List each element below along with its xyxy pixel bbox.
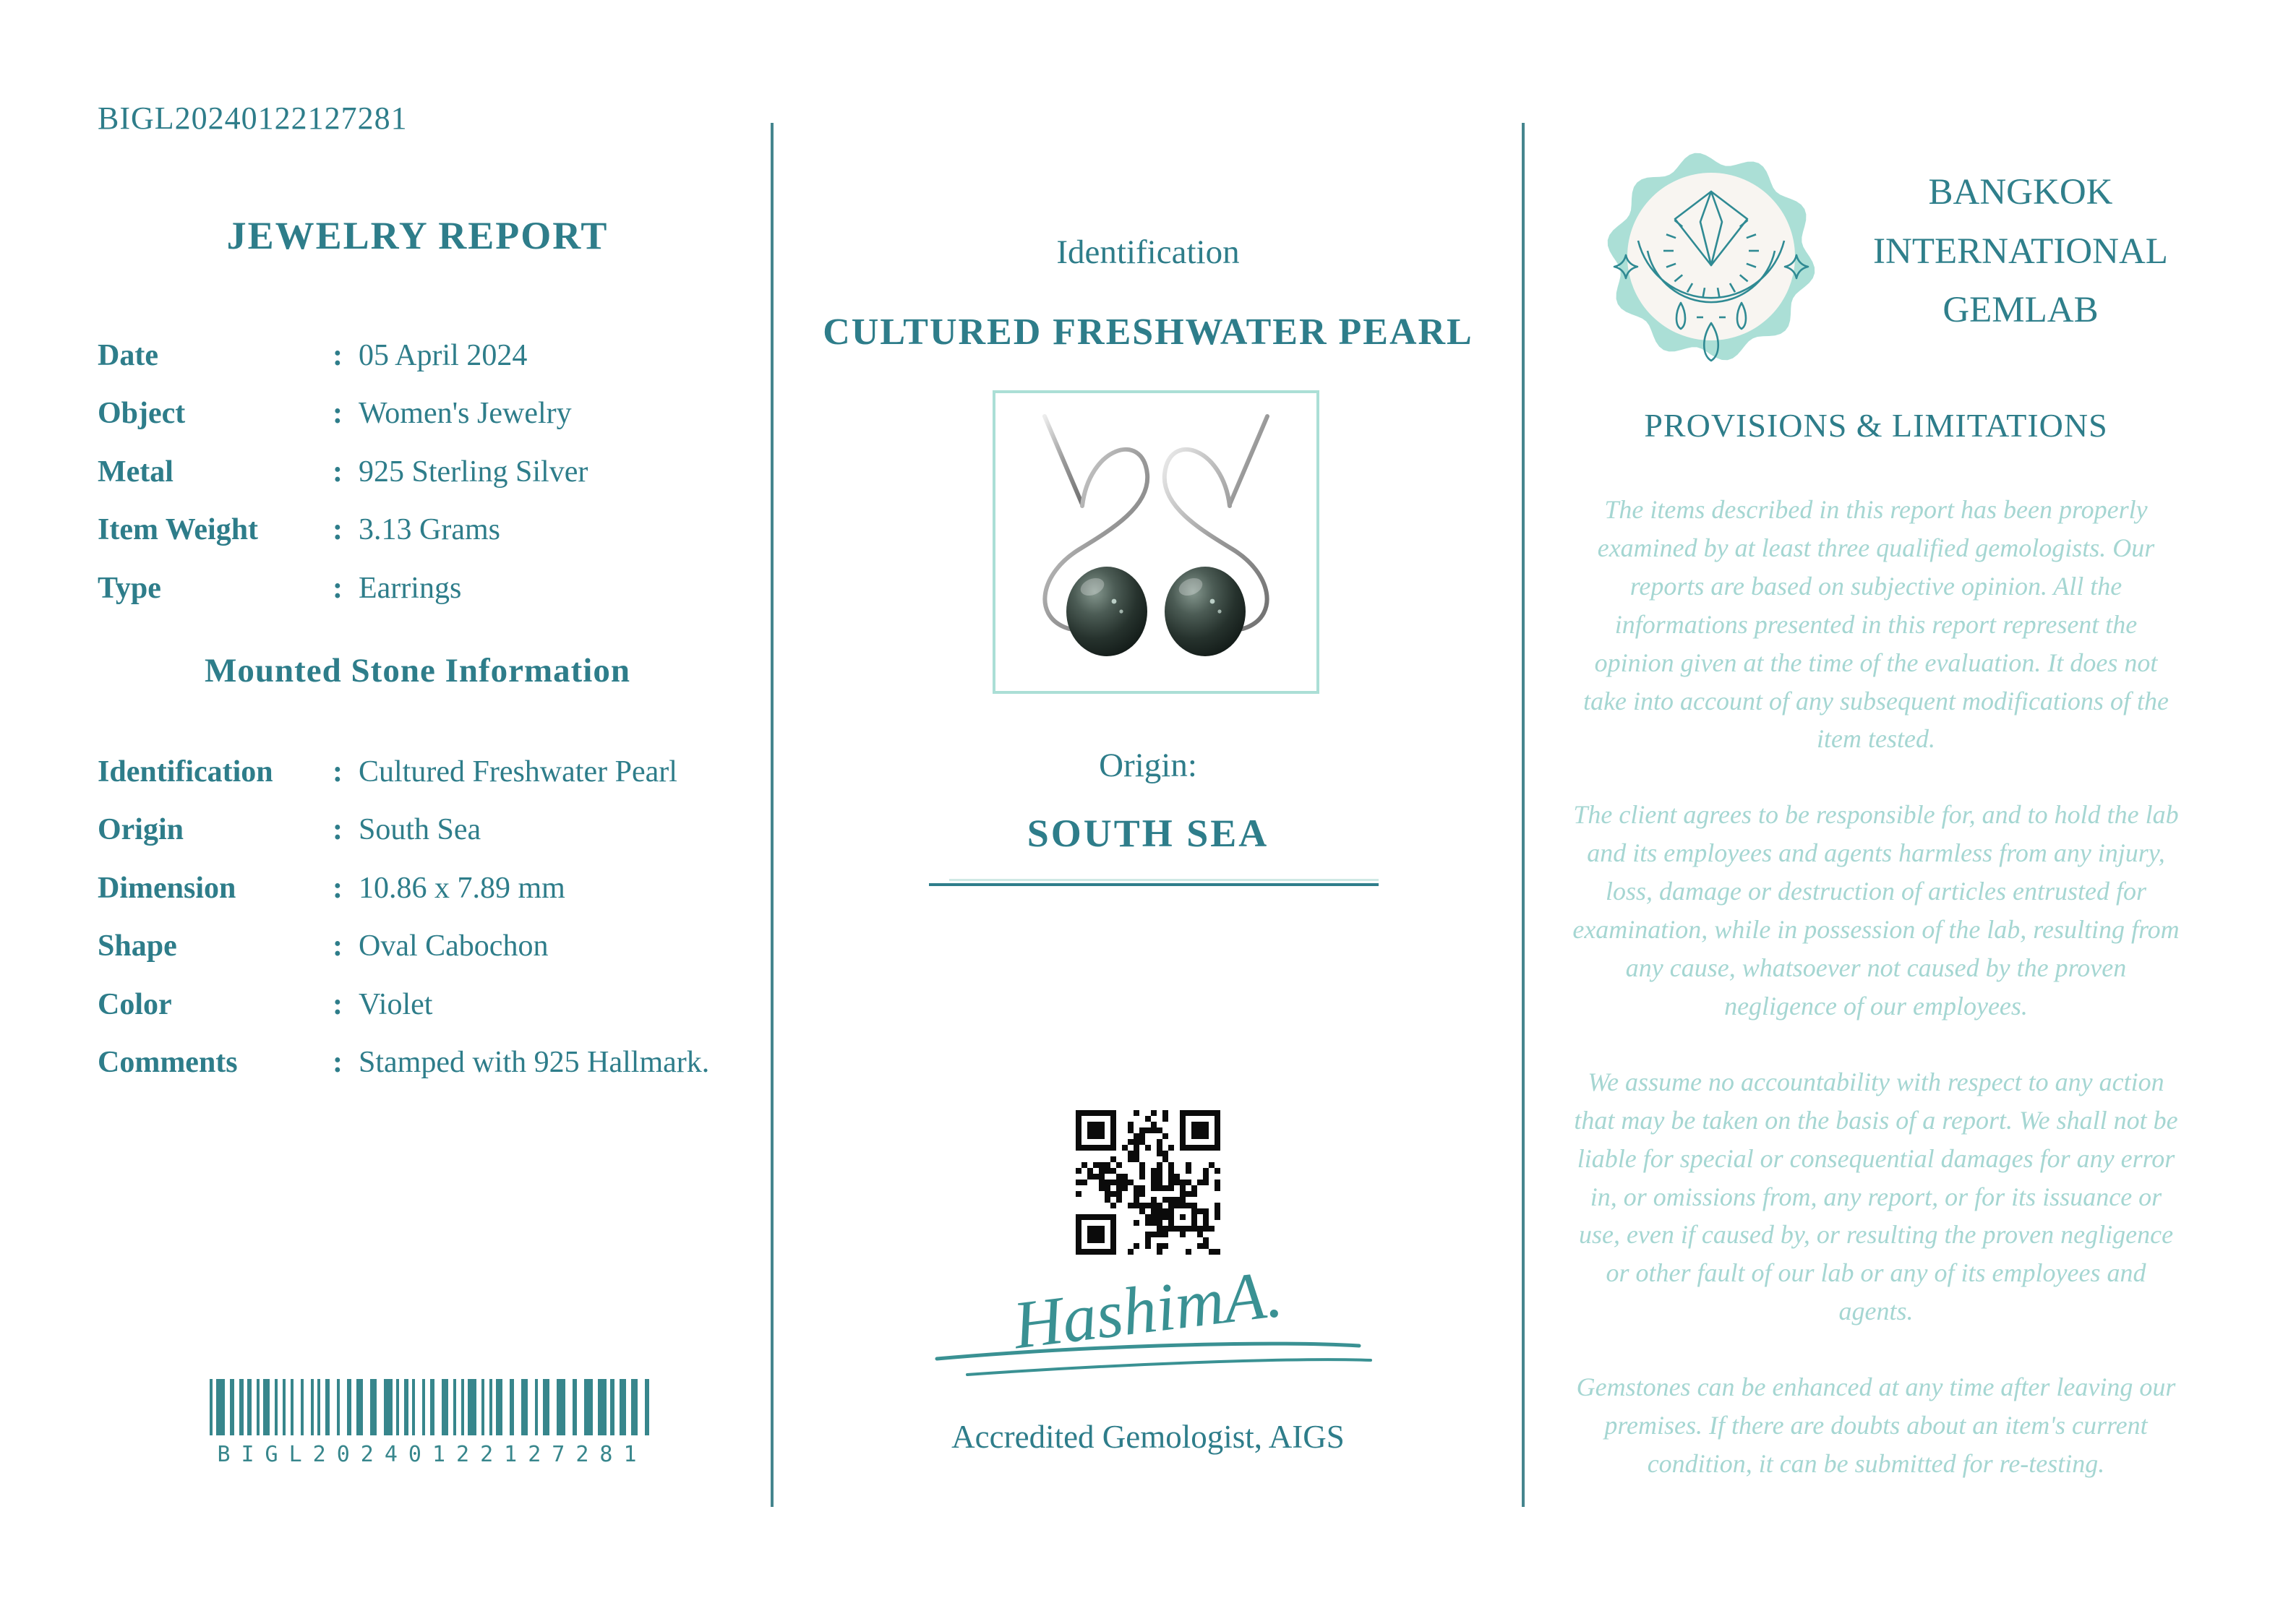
item-photo-frame bbox=[993, 390, 1319, 694]
origin-label: Origin: bbox=[1099, 747, 1197, 784]
earrings-photo bbox=[1000, 398, 1312, 687]
origin-divider bbox=[929, 879, 1379, 886]
provisions-paragraph: The client agrees to be responsible for, and to hold the lab and its employees and agents harmless from any injury, loss, damage or destruction of articles entrusted for examination, while in possession of the lab, resulting from any cause, whatsoever not caused by the proven negligence of our employees. bbox=[1572, 800, 2180, 1021]
barcode-text: BIGL20240122127281 bbox=[217, 1442, 648, 1467]
lab-name-line: GEMLAB bbox=[1942, 290, 2099, 331]
field-value: Violet bbox=[359, 987, 433, 1021]
field-colon: : bbox=[333, 987, 343, 1021]
origin-divider-line bbox=[929, 883, 1379, 886]
origin-value: SOUTH SEA bbox=[1027, 812, 1269, 855]
provisions-paragraph: Gemstones can be enhanced at any time after leaving our premises. If there are doubts about an item's current condition, it can be submitted for re-testing. bbox=[1576, 1372, 2176, 1478]
field-label: Shape bbox=[98, 929, 177, 963]
field-value: Women's Jewelry bbox=[359, 397, 572, 431]
provisions-paragraph: We assume no accountability with respect to any action that may be taken on the basis of a report. We shall not be liable for special or consequential damages for any error in, or omissions from, any report, or for its issuance or use, even if caused by, or resulting the proven negligence or other fault of our lab or any of its employees and agents. bbox=[1574, 1067, 2178, 1326]
qr-code-icon bbox=[1076, 1110, 1220, 1255]
field-label: Color bbox=[98, 987, 172, 1021]
identification-heading: Identification bbox=[1056, 233, 1240, 271]
barcode-icon bbox=[208, 1379, 656, 1435]
field-colon: : bbox=[333, 571, 343, 605]
field-value: 05 April 2024 bbox=[359, 339, 528, 372]
field-colon: : bbox=[333, 871, 343, 905]
provisions-heading: PROVISIONS & LIMITATIONS bbox=[1644, 407, 2108, 444]
field-value: South Sea bbox=[359, 813, 481, 847]
mounted-stone-heading: Mounted Stone Information bbox=[204, 651, 631, 689]
field-colon: : bbox=[333, 513, 343, 547]
provisions-paragraph: The items described in this report has been properly examined by at least three qualified gemologists. Our reports are based on subjective opinion. All the informations presented in this report represent the opinion given at the time of the evaluation. It does not take into account of any subsequent modifications of the item tested. bbox=[1583, 495, 2169, 754]
field-value: Stamped with 925 Hallmark. bbox=[359, 1045, 710, 1079]
lab-name-line: INTERNATIONAL bbox=[1873, 231, 2168, 272]
field-label: Date bbox=[98, 339, 158, 372]
field-colon: : bbox=[333, 813, 343, 847]
gemologist-signature bbox=[859, 1255, 1437, 1383]
lab-badge-icon bbox=[1599, 145, 1823, 369]
signature-name: HashimA. bbox=[1009, 1255, 1287, 1364]
field-colon: : bbox=[333, 755, 343, 789]
report-details-section bbox=[98, 213, 737, 1080]
field-value: Earrings bbox=[359, 571, 462, 605]
field-colon: : bbox=[333, 339, 343, 372]
field-value: 10.86 x 7.89 mm bbox=[359, 871, 565, 905]
field-colon: : bbox=[333, 455, 343, 489]
signature-title: Accredited Gemologist, AIGS bbox=[951, 1419, 1345, 1455]
stone-name: CULTURED FRESHWATER PEARL bbox=[823, 312, 1473, 353]
field-value: 3.13 Grams bbox=[359, 513, 500, 547]
field-value: Oval Cabochon bbox=[359, 929, 549, 963]
field-label: Type bbox=[98, 571, 161, 605]
report-barcode bbox=[208, 1379, 656, 1467]
field-label: Identification bbox=[98, 755, 273, 789]
field-colon: : bbox=[333, 397, 343, 431]
field-value: Cultured Freshwater Pearl bbox=[359, 755, 677, 789]
report-qr-code bbox=[1076, 1110, 1220, 1255]
field-colon: : bbox=[333, 929, 343, 963]
report-number: BIGL20240122127281 bbox=[98, 100, 408, 136]
field-label: Item Weight bbox=[98, 513, 259, 547]
mounted-stone-fields bbox=[98, 754, 737, 1080]
origin-divider-highlight bbox=[949, 879, 1379, 881]
lab-name bbox=[1840, 163, 2201, 340]
report-fields bbox=[98, 338, 737, 606]
field-label: Metal bbox=[98, 455, 174, 489]
field-value: 925 Sterling Silver bbox=[359, 455, 588, 489]
field-label: Comments bbox=[98, 1045, 238, 1079]
provisions-section bbox=[1572, 406, 2180, 1521]
field-label: Dimension bbox=[98, 871, 236, 905]
field-label: Object bbox=[98, 397, 186, 431]
lab-name-line: BANGKOK bbox=[1928, 172, 2113, 212]
field-label: Origin bbox=[98, 813, 184, 847]
field-colon: : bbox=[333, 1045, 343, 1079]
page-title: JEWELRY REPORT bbox=[226, 214, 609, 257]
